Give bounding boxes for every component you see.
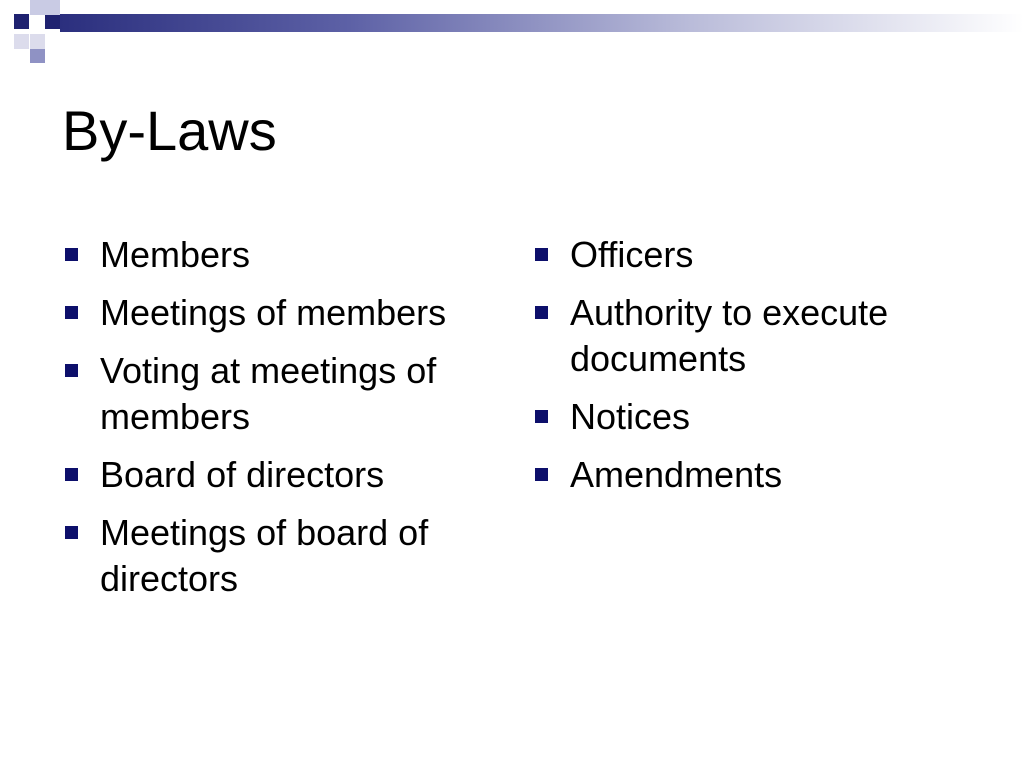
square-bullet-icon [535,468,548,481]
list-item-text: Meetings of board of directors [100,512,429,599]
decor-square [30,34,45,49]
square-bullet-icon [65,526,78,539]
list-item-text: Members [100,234,251,275]
square-bullet-icon [65,468,78,481]
list-item [532,452,972,498]
list-item-text: Voting at meetings of members [100,350,437,437]
header-gradient-bar [60,14,1024,32]
list-item [62,510,502,602]
list-item-text: Officers [570,234,694,275]
list-item-text: Board of directors [100,454,385,495]
list-item [62,348,502,440]
list-item [62,290,502,336]
decor-square [14,14,29,29]
decor-square [45,14,60,29]
left-bullet-list [62,232,502,614]
square-bullet-icon [65,248,78,261]
decor-square [14,34,29,49]
right-bullet-list [532,232,972,510]
decor-square [30,48,45,63]
list-item [532,232,972,278]
square-bullet-icon [65,364,78,377]
decor-square [30,0,45,15]
square-bullet-icon [535,248,548,261]
list-item-text: Notices [570,396,691,437]
list-item [532,290,972,382]
decor-square [45,0,60,15]
square-bullet-icon [65,306,78,319]
top-decorative-band [0,0,1024,70]
square-bullet-icon [535,410,548,423]
square-bullet-icon [535,306,548,319]
list-item-text: Authority to execute documents [570,292,889,379]
list-item-text: Meetings of members [100,292,447,333]
list-item [532,394,972,440]
list-item [62,232,502,278]
list-item [62,452,502,498]
slide-title: By-Laws [62,99,277,162]
list-item-text: Amendments [570,454,783,495]
